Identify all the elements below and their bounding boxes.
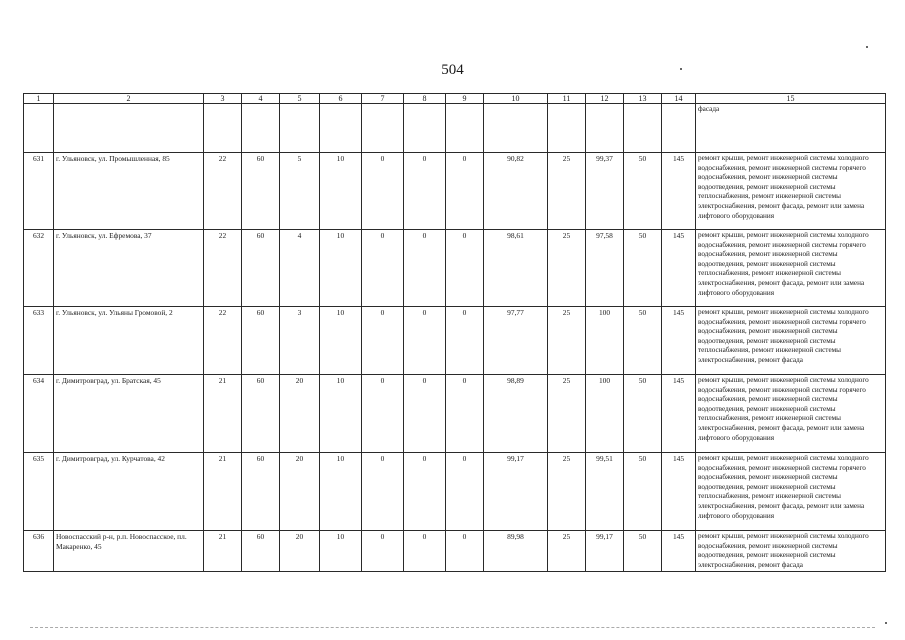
col-12-value <box>586 104 624 153</box>
table-row <box>24 104 886 153</box>
column-header: 9 <box>446 94 484 104</box>
table-row <box>24 453 886 531</box>
col-13-value: 50 <box>624 453 662 531</box>
works-description: фасада <box>696 104 886 153</box>
works-description: ремонт крыши, ремонт инженерной системы холодного водоснабжения, ремонт инженерной системы горячего водоснабжения, ремонт инженерной системы водоотведения, ремонт инженерной системы теплоснабжения, ремонт инженерной системы электроснабжения, ремонт фасада, ремонт или замена лифтового оборудования <box>696 375 886 453</box>
col-12-value: 100 <box>586 307 624 375</box>
col-14-value: 145 <box>662 153 696 230</box>
col-9-value: 0 <box>446 453 484 531</box>
col-4-value: 60 <box>242 230 280 307</box>
col-6-value <box>320 104 362 153</box>
col-10-value: 98,61 <box>484 230 548 307</box>
col-5-value: 20 <box>280 375 320 453</box>
col-10-value: 89,98 <box>484 531 548 572</box>
scan-speck <box>680 68 682 70</box>
col-6-value: 10 <box>320 230 362 307</box>
works-description: ремонт крыши, ремонт инженерной системы холодного водоснабжения, ремонт инженерной системы горячего водоснабжения, ремонт инженерной системы водоотведения, ремонт инженерной системы теплоснабжения, ремонт инженерной системы электроснабжения, ремонт фасада <box>696 307 886 375</box>
col-11-value: 25 <box>548 531 586 572</box>
col-6-value: 10 <box>320 375 362 453</box>
col-3-value <box>204 104 242 153</box>
col-13-value: 50 <box>624 307 662 375</box>
row-number: 632 <box>24 230 54 307</box>
col-8-value: 0 <box>404 307 446 375</box>
address: г. Ульяновск, ул. Ефремова, 37 <box>54 230 204 307</box>
col-14-value: 145 <box>662 453 696 531</box>
col-14-value: 145 <box>662 230 696 307</box>
col-6-value: 10 <box>320 307 362 375</box>
col-3-value: 22 <box>204 307 242 375</box>
col-5-value: 3 <box>280 307 320 375</box>
col-8-value: 0 <box>404 153 446 230</box>
address: Новоспасский р-н, р.п. Новоспасское, пл. Макаренко, 45 <box>54 531 204 572</box>
col-4-value <box>242 104 280 153</box>
col-9-value <box>446 104 484 153</box>
row-number: 633 <box>24 307 54 375</box>
col-14-value: 145 <box>662 307 696 375</box>
col-10-value: 97,77 <box>484 307 548 375</box>
col-7-value: 0 <box>362 230 404 307</box>
row-number: 631 <box>24 153 54 230</box>
col-5-value: 20 <box>280 453 320 531</box>
column-header: 8 <box>404 94 446 104</box>
col-7-value: 0 <box>362 375 404 453</box>
col-12-value: 97,58 <box>586 230 624 307</box>
col-8-value: 0 <box>404 375 446 453</box>
col-4-value: 60 <box>242 453 280 531</box>
column-header: 11 <box>548 94 586 104</box>
col-8-value <box>404 104 446 153</box>
column-header: 1 <box>24 94 54 104</box>
col-7-value: 0 <box>362 453 404 531</box>
col-3-value: 22 <box>204 230 242 307</box>
table-row <box>24 375 886 453</box>
page-bottom-edge <box>30 627 875 628</box>
col-6-value: 10 <box>320 531 362 572</box>
col-11-value: 25 <box>548 453 586 531</box>
column-header: 2 <box>54 94 204 104</box>
col-12-value: 99,17 <box>586 531 624 572</box>
col-7-value <box>362 104 404 153</box>
col-8-value: 0 <box>404 230 446 307</box>
column-header: 12 <box>586 94 624 104</box>
col-10-value: 99,17 <box>484 453 548 531</box>
col-14-value <box>662 104 696 153</box>
address: г. Ульяновск, ул. Промышленная, 85 <box>54 153 204 230</box>
col-14-value: 145 <box>662 375 696 453</box>
col-3-value: 22 <box>204 153 242 230</box>
column-header: 6 <box>320 94 362 104</box>
col-13-value: 50 <box>624 230 662 307</box>
row-number: 636 <box>24 531 54 572</box>
col-3-value: 21 <box>204 375 242 453</box>
col-3-value: 21 <box>204 531 242 572</box>
column-header: 13 <box>624 94 662 104</box>
col-14-value: 145 <box>662 531 696 572</box>
address: г. Димитровград, ул. Курчатова, 42 <box>54 453 204 531</box>
col-10-value <box>484 104 548 153</box>
col-5-value <box>280 104 320 153</box>
col-10-value: 98,89 <box>484 375 548 453</box>
col-7-value: 0 <box>362 531 404 572</box>
col-4-value: 60 <box>242 531 280 572</box>
row-number: 634 <box>24 375 54 453</box>
address <box>54 104 204 153</box>
col-9-value: 0 <box>446 375 484 453</box>
column-header: 4 <box>242 94 280 104</box>
data-table <box>23 93 886 572</box>
col-11-value <box>548 104 586 153</box>
col-11-value: 25 <box>548 375 586 453</box>
col-9-value: 0 <box>446 531 484 572</box>
col-10-value: 90,82 <box>484 153 548 230</box>
table-header-row <box>24 94 886 104</box>
col-9-value: 0 <box>446 307 484 375</box>
col-11-value: 25 <box>548 307 586 375</box>
page-number: 504 <box>441 62 464 78</box>
table-row <box>24 531 886 572</box>
col-5-value: 4 <box>280 230 320 307</box>
col-11-value: 25 <box>548 230 586 307</box>
col-3-value: 21 <box>204 453 242 531</box>
col-8-value: 0 <box>404 453 446 531</box>
column-header: 14 <box>662 94 696 104</box>
column-header: 7 <box>362 94 404 104</box>
col-4-value: 60 <box>242 153 280 230</box>
col-9-value: 0 <box>446 230 484 307</box>
col-11-value: 25 <box>548 153 586 230</box>
col-9-value: 0 <box>446 153 484 230</box>
works-description: ремонт крыши, ремонт инженерной системы холодного водоснабжения, ремонт инженерной системы горячего водоснабжения, ремонт инженерной системы водоотведения, ремонт инженерной системы теплоснабжения, ремонт инженерной системы электроснабжения, ремонт фасада, ремонт или замена лифтового оборудования <box>696 230 886 307</box>
column-header: 10 <box>484 94 548 104</box>
col-12-value: 99,51 <box>586 453 624 531</box>
col-13-value: 50 <box>624 375 662 453</box>
col-5-value: 5 <box>280 153 320 230</box>
table-row <box>24 230 886 307</box>
col-5-value: 20 <box>280 531 320 572</box>
col-4-value: 60 <box>242 375 280 453</box>
scan-speck <box>885 622 887 624</box>
row-number: 635 <box>24 453 54 531</box>
col-7-value: 0 <box>362 307 404 375</box>
table-row <box>24 307 886 375</box>
col-13-value: 50 <box>624 531 662 572</box>
col-13-value: 50 <box>624 153 662 230</box>
table-row <box>24 153 886 230</box>
col-6-value: 10 <box>320 453 362 531</box>
row-number <box>24 104 54 153</box>
column-header: 15 <box>696 94 886 104</box>
column-header: 5 <box>280 94 320 104</box>
col-12-value: 99,37 <box>586 153 624 230</box>
scan-speck <box>866 46 868 48</box>
works-description: ремонт крыши, ремонт инженерной системы холодного водоснабжения, ремонт инженерной системы горячего водоснабжения, ремонт инженерной системы водоотведения, ремонт инженерной системы теплоснабжения, ремонт инженерной системы электроснабжения, ремонт фасада, ремонт или замена лифтового оборудования <box>696 453 886 531</box>
col-12-value: 100 <box>586 375 624 453</box>
col-13-value <box>624 104 662 153</box>
works-description: ремонт крыши, ремонт инженерной системы холодного водоснабжения, ремонт инженерной системы водоотведения, ремонт инженерной системы электроснабжения, ремонт фасада <box>696 531 886 572</box>
address: г. Димитровград, ул. Братская, 45 <box>54 375 204 453</box>
address: г. Ульяновск, ул. Ульяны Громовой, 2 <box>54 307 204 375</box>
col-4-value: 60 <box>242 307 280 375</box>
col-7-value: 0 <box>362 153 404 230</box>
col-6-value: 10 <box>320 153 362 230</box>
column-header: 3 <box>204 94 242 104</box>
works-description: ремонт крыши, ремонт инженерной системы холодного водоснабжения, ремонт инженерной системы горячего водоснабжения, ремонт инженерной системы водоотведения, ремонт инженерной системы теплоснабжения, ремонт инженерной системы электроснабжения, ремонт фасада, ремонт или замена лифтового оборудования <box>696 153 886 230</box>
col-8-value: 0 <box>404 531 446 572</box>
